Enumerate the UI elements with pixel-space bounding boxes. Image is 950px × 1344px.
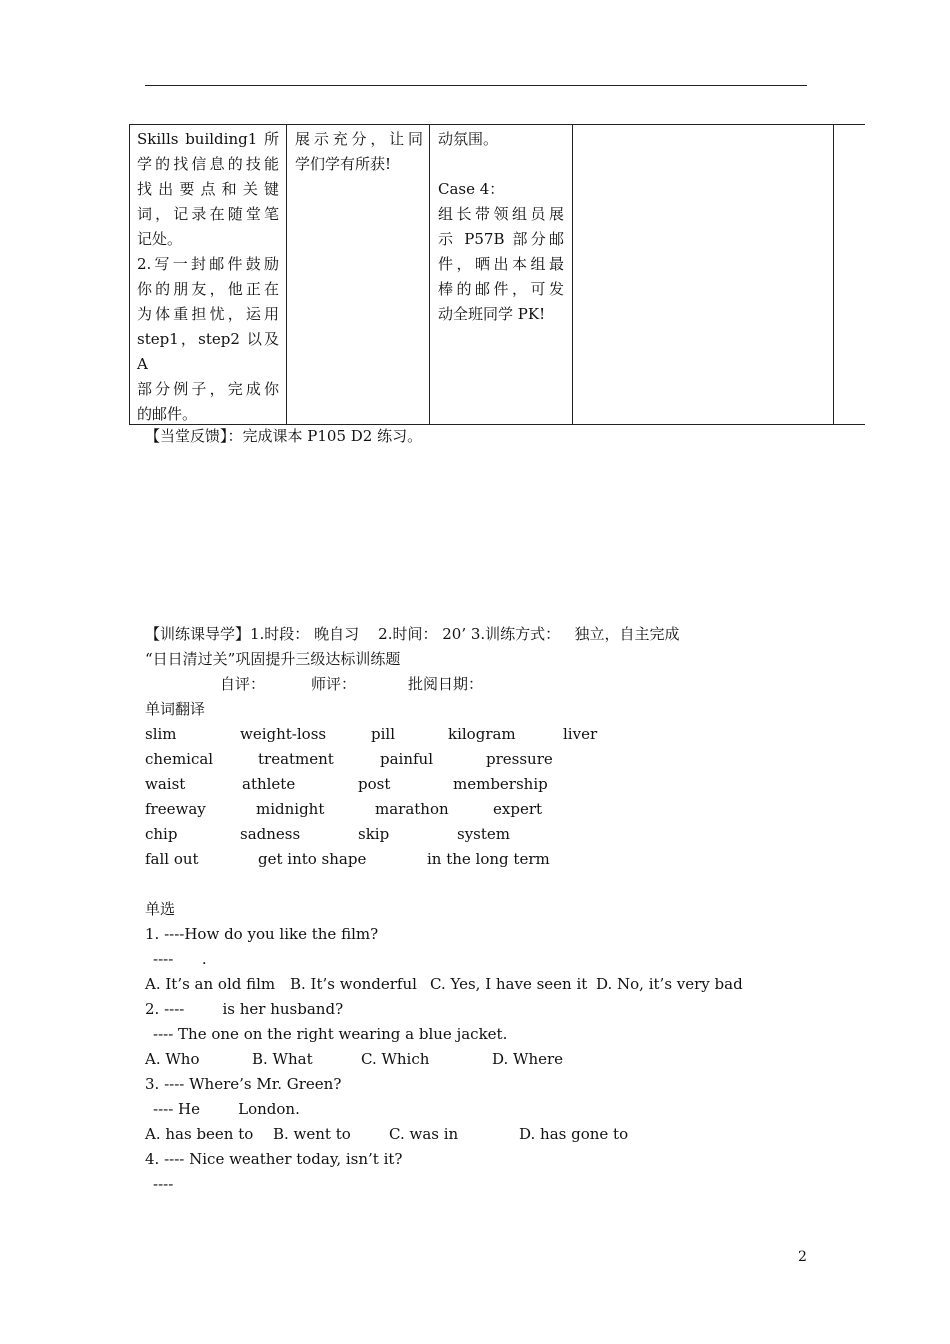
- table-cell-col3: [438, 127, 564, 327]
- vocab-word: treatment: [258, 750, 334, 768]
- page-number: 2: [798, 1249, 807, 1265]
- vocab-word: membership: [453, 775, 548, 793]
- training-header: 【训练课导学】1.时段： 晚自习 2.时间： 20’ 3.训练方式： 独立，自主完成: [145, 625, 680, 643]
- vocab-word: kilogram: [448, 725, 516, 743]
- vocab-word: chip: [145, 825, 178, 843]
- vocab-word: athlete: [242, 775, 296, 793]
- cell-line: 为体重担忧，运用: [137, 305, 279, 323]
- cell-line: 2.写一封邮件鼓励: [137, 255, 279, 273]
- vocab-word: midnight: [256, 800, 325, 818]
- vocab-word: liver: [563, 725, 598, 743]
- vocab-word: weight-loss: [240, 725, 327, 743]
- training-title: “日日清过关”巩固提升三级达标训练题: [145, 650, 401, 668]
- mcq-heading: 单选: [145, 900, 176, 918]
- vocab-heading: 单词翻译: [145, 700, 206, 718]
- cell-line: 你的朋友，他正在: [137, 280, 279, 298]
- cell-line: 展示充分，让同: [295, 130, 423, 148]
- q2-option-d: D. Where: [492, 1050, 564, 1068]
- q2-option-a: A. Who: [145, 1050, 200, 1068]
- cell-line: 动氛围。: [438, 130, 499, 148]
- feedback-line: 【当堂反馈】：完成课本 P105 D2 练习。: [145, 427, 423, 445]
- cell-line: 词，记录在随堂笔: [137, 205, 279, 223]
- vocab-word: freeway: [145, 800, 206, 818]
- table-col-4: [572, 125, 834, 424]
- q2-option-b: B. What: [252, 1050, 313, 1068]
- vocab-word: system: [457, 825, 510, 843]
- cell-line: 示 P57B 部分邮: [438, 230, 564, 248]
- q1-option-a: A. It’s an old film: [145, 975, 276, 993]
- q1-option-b: B. It’s wonderful: [290, 975, 417, 993]
- question-2: 2. ---- is her husband?: [145, 1000, 344, 1018]
- q1-option-d: D. No, it’s very bad: [596, 975, 743, 993]
- question-3-reply: ---- He London.: [153, 1100, 300, 1118]
- q2-option-c: C. Which: [361, 1050, 430, 1068]
- vocab-word: skip: [358, 825, 390, 843]
- cell-line: 件，晒出本组最: [438, 255, 564, 273]
- vocab-word: fall out: [145, 850, 199, 868]
- q3-option-c: C. was in: [389, 1125, 459, 1143]
- vocab-word: marathon: [375, 800, 449, 818]
- cell-line: step1，step2 以及 A: [137, 330, 279, 373]
- eval-teacher-label: 师评：: [311, 675, 357, 693]
- cell-line: 棒的邮件，可发: [438, 280, 564, 298]
- vocab-word: post: [358, 775, 391, 793]
- table-cell-col2: [295, 127, 423, 177]
- cell-line: 找出要点和关键: [137, 180, 279, 198]
- vocab-word: pill: [371, 725, 395, 743]
- vocab-word: waist: [145, 775, 186, 793]
- q3-option-a: A. has been to: [145, 1125, 254, 1143]
- cell-line: 学们学有所获!: [295, 155, 392, 173]
- question-4: 4. ---- Nice weather today, isn’t it?: [145, 1150, 403, 1168]
- eval-date-label: 批阅日期：: [408, 675, 484, 693]
- cell-line: 部分例子，完成你: [137, 380, 279, 398]
- cell-line: 组长带领组员展: [438, 205, 564, 223]
- vocab-word: slim: [145, 725, 177, 743]
- vocab-word: chemical: [145, 750, 214, 768]
- question-2-reply: ---- The one on the right wearing a blue jacket.: [153, 1025, 508, 1043]
- cell-line: Skills building1 所: [137, 130, 279, 148]
- cell-line: 动全班同学 PK!: [438, 305, 546, 323]
- vocab-word: sadness: [240, 825, 301, 843]
- q3-option-d: D. has gone to: [519, 1125, 629, 1143]
- eval-self-label: 自评：: [220, 675, 266, 693]
- question-1-reply: ---- .: [153, 950, 207, 968]
- cell-line: 的邮件。: [137, 405, 198, 423]
- cell-line: 记处。: [137, 230, 183, 248]
- cell-line: 学的找信息的技能: [137, 155, 279, 173]
- table-col-5: [833, 125, 865, 424]
- q1-option-c: C. Yes, I have seen it: [430, 975, 588, 993]
- question-4-reply: ----: [153, 1175, 174, 1193]
- cell-line: Case 4：: [438, 180, 505, 198]
- vocab-word: in the long term: [427, 850, 550, 868]
- question-3: 3. ---- Where’s Mr. Green?: [145, 1075, 342, 1093]
- question-1: 1. ----How do you like the film?: [145, 925, 379, 943]
- vocab-word: expert: [493, 800, 543, 818]
- vocab-word: pressure: [486, 750, 553, 768]
- lesson-table: [129, 124, 865, 425]
- vocab-word: get into shape: [258, 850, 367, 868]
- vocab-word: painful: [380, 750, 434, 768]
- header-rule: [145, 85, 807, 86]
- table-cell-col1: [137, 127, 279, 427]
- cell-line: [438, 152, 564, 177]
- q3-option-b: B. went to: [273, 1125, 351, 1143]
